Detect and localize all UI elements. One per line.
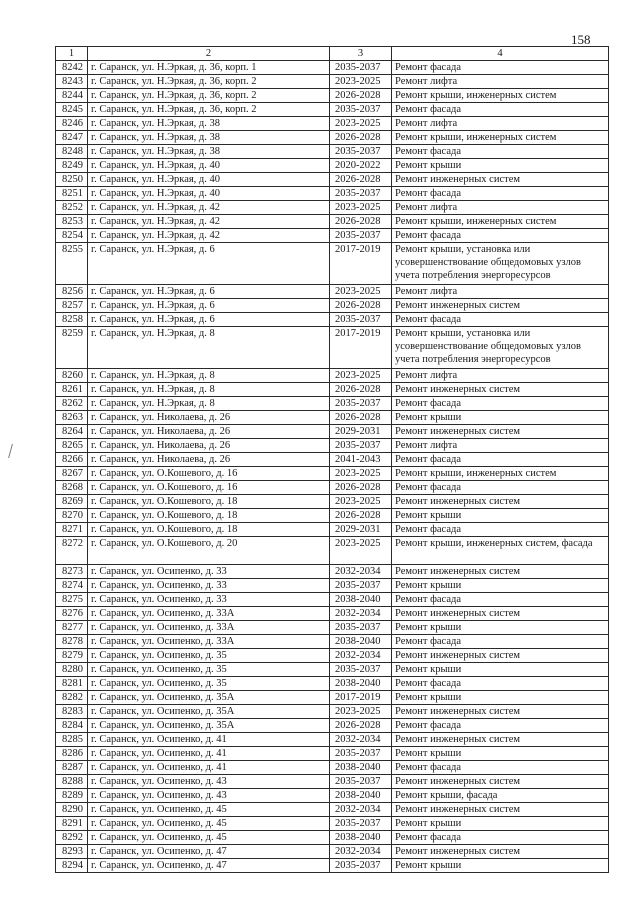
works-cell: Ремонт инженерных систем [392,733,609,747]
period-cell: 2029-2031 [330,523,392,537]
row-number: 8253 [56,215,88,229]
table-row [56,75,609,89]
period-cell: 2023-2025 [330,705,392,719]
table-row [56,467,609,481]
address-cell: г. Саранск, ул. Н.Эркая, д. 38 [88,145,330,159]
table-row [56,397,609,411]
period-cell: 2032-2034 [330,803,392,817]
works-cell: Ремонт крыши, инженерных систем [392,131,609,145]
period-cell: 2023-2025 [330,369,392,383]
address-cell: г. Саранск, ул. Н.Эркая, д. 40 [88,173,330,187]
row-number: 8247 [56,131,88,145]
table-row [56,453,609,467]
works-cell: Ремонт крыши, установка или усовершенствование общедомовых узлов учета потребления энергоресурсов [392,243,609,285]
address-cell: г. Саранск, ул. Н.Эркая, д. 8 [88,397,330,411]
works-cell: Ремонт крыши [392,747,609,761]
row-number: 8276 [56,607,88,621]
address-cell: г. Саранск, ул. О.Кошевого, д. 18 [88,523,330,537]
row-number: 8289 [56,789,88,803]
address-cell: г. Саранск, ул. Осипенко, д. 35А [88,719,330,733]
address-cell: г. Саранск, ул. Николаева, д. 26 [88,439,330,453]
period-cell: 2035-2037 [330,439,392,453]
table-row [56,439,609,453]
period-cell: 2023-2025 [330,117,392,131]
works-cell: Ремонт крыши [392,579,609,593]
address-cell: г. Саранск, ул. Н.Эркая, д. 6 [88,313,330,327]
row-number: 8261 [56,383,88,397]
works-cell: Ремонт крыши, инженерных систем [392,89,609,103]
table-row [56,313,609,327]
works-cell: Ремонт фасада [392,831,609,845]
row-number: 8283 [56,705,88,719]
table-row [56,285,609,299]
address-cell: г. Саранск, ул. Николаева, д. 26 [88,425,330,439]
period-cell: 2023-2025 [330,75,392,89]
period-cell: 2038-2040 [330,593,392,607]
table-row [56,831,609,845]
table-row [56,131,609,145]
period-cell: 2026-2028 [330,299,392,313]
table-row [56,859,609,873]
address-cell: г. Саранск, ул. Осипенко, д. 33 [88,593,330,607]
works-cell: Ремонт лифта [392,369,609,383]
row-number: 8259 [56,327,88,369]
address-cell: г. Саранск, ул. Осипенко, д. 35А [88,691,330,705]
row-number: 8262 [56,397,88,411]
table-row [56,565,609,579]
table-row [56,649,609,663]
table-row [56,677,609,691]
period-cell: 2035-2037 [330,61,392,75]
address-cell: г. Саранск, ул. Осипенко, д. 41 [88,733,330,747]
period-cell: 2035-2037 [330,859,392,873]
table-row [56,117,609,131]
period-cell: 2035-2037 [330,229,392,243]
period-cell: 2038-2040 [330,831,392,845]
row-number: 8246 [56,117,88,131]
works-cell: Ремонт крыши [392,859,609,873]
table-row [56,719,609,733]
table-row [56,509,609,523]
address-cell: г. Саранск, ул. Н.Эркая, д. 36, корп. 2 [88,75,330,89]
works-cell: Ремонт фасада [392,593,609,607]
period-cell: 2035-2037 [330,187,392,201]
row-number: 8263 [56,411,88,425]
page-number: 158 [571,32,591,47]
address-cell: г. Саранск, ул. Осипенко, д. 45 [88,817,330,831]
table-row [56,159,609,173]
row-number: 8271 [56,523,88,537]
row-number: 8272 [56,537,88,565]
row-number: 8285 [56,733,88,747]
address-cell: г. Саранск, ул. Николаева, д. 26 [88,411,330,425]
row-number: 8252 [56,201,88,215]
row-number: 8242 [56,61,88,75]
period-cell: 2017-2019 [330,327,392,369]
address-cell: г. Саранск, ул. Осипенко, д. 43 [88,775,330,789]
row-number: 8291 [56,817,88,831]
row-number: 8258 [56,313,88,327]
address-cell: г. Саранск, ул. Н.Эркая, д. 8 [88,327,330,369]
row-number: 8243 [56,75,88,89]
period-cell: 2017-2019 [330,243,392,285]
works-cell: Ремонт крыши [392,411,609,425]
works-cell: Ремонт крыши [392,663,609,677]
table-row [56,523,609,537]
period-cell: 2029-2031 [330,425,392,439]
period-cell: 2038-2040 [330,677,392,691]
table-row [56,411,609,425]
address-cell: г. Саранск, ул. Николаева, д. 26 [88,453,330,467]
works-cell: Ремонт инженерных систем [392,775,609,789]
table-row [56,369,609,383]
period-cell: 2035-2037 [330,145,392,159]
period-cell: 2041-2043 [330,453,392,467]
table-row [56,61,609,75]
works-cell: Ремонт фасада [392,187,609,201]
works-cell: Ремонт фасада [392,397,609,411]
address-cell: г. Саранск, ул. Н.Эркая, д. 36, корп. 2 [88,103,330,117]
table-row [56,481,609,495]
period-cell: 2038-2040 [330,761,392,775]
row-number: 8275 [56,593,88,607]
header-col-4: 4 [392,47,609,61]
address-cell: г. Саранск, ул. Н.Эркая, д. 8 [88,369,330,383]
table-row [56,537,609,565]
works-cell: Ремонт крыши [392,817,609,831]
table-row [56,705,609,719]
row-number: 8248 [56,145,88,159]
address-cell: г. Саранск, ул. Н.Эркая, д. 42 [88,201,330,215]
works-cell: Ремонт крыши, фасада [392,789,609,803]
period-cell: 2032-2034 [330,733,392,747]
header-col-3: 3 [330,47,392,61]
period-cell: 2026-2028 [330,719,392,733]
table-row [56,327,609,369]
row-number: 8244 [56,89,88,103]
address-cell: г. Саранск, ул. Осипенко, д. 33А [88,621,330,635]
row-number: 8281 [56,677,88,691]
works-cell: Ремонт крыши [392,621,609,635]
row-number: 8279 [56,649,88,663]
works-cell: Ремонт инженерных систем [392,845,609,859]
table-row [56,201,609,215]
period-cell: 2026-2028 [330,509,392,523]
pencil-mark [8,444,19,458]
address-cell: г. Саранск, ул. Н.Эркая, д. 6 [88,243,330,285]
period-cell: 2032-2034 [330,845,392,859]
address-cell: г. Саранск, ул. Осипенко, д. 47 [88,845,330,859]
works-cell: Ремонт инженерных систем [392,705,609,719]
table-row [56,89,609,103]
works-cell: Ремонт фасада [392,523,609,537]
address-cell: г. Саранск, ул. Н.Эркая, д. 6 [88,285,330,299]
row-number: 8284 [56,719,88,733]
row-number: 8270 [56,509,88,523]
table-row [56,103,609,117]
period-cell: 2023-2025 [330,285,392,299]
works-cell: Ремонт крыши, инженерных систем [392,467,609,481]
address-cell: г. Саранск, ул. Н.Эркая, д. 36, корп. 2 [88,89,330,103]
table-row [56,593,609,607]
row-number: 8268 [56,481,88,495]
period-cell: 2023-2025 [330,537,392,565]
row-number: 8264 [56,425,88,439]
works-cell: Ремонт инженерных систем [392,607,609,621]
address-cell: г. Саранск, ул. Н.Эркая, д. 42 [88,229,330,243]
table-row [56,621,609,635]
period-cell: 2026-2028 [330,131,392,145]
works-cell: Ремонт крыши, инженерных систем, фасада [392,537,609,565]
table-row [56,579,609,593]
table-row [56,299,609,313]
address-cell: г. Саранск, ул. Осипенко, д. 41 [88,747,330,761]
works-cell: Ремонт фасада [392,61,609,75]
period-cell: 2035-2037 [330,775,392,789]
period-cell: 2026-2028 [330,411,392,425]
period-cell: 2038-2040 [330,635,392,649]
period-cell: 2035-2037 [330,747,392,761]
row-number: 8287 [56,761,88,775]
works-cell: Ремонт крыши, инженерных систем [392,215,609,229]
period-cell: 2026-2028 [330,215,392,229]
address-cell: г. Саранск, ул. Осипенко, д. 35 [88,649,330,663]
table-row [56,215,609,229]
row-number: 8254 [56,229,88,243]
address-cell: г. Саранск, ул. Осипенко, д. 47 [88,859,330,873]
works-cell: Ремонт фасада [392,453,609,467]
address-cell: г. Саранск, ул. Осипенко, д. 45 [88,831,330,845]
works-cell: Ремонт лифта [392,201,609,215]
table-row [56,495,609,509]
address-cell: г. Саранск, ул. Осипенко, д. 33 [88,565,330,579]
period-cell: 2035-2037 [330,103,392,117]
address-cell: г. Саранск, ул. Н.Эркая, д. 36, корп. 1 [88,61,330,75]
period-cell: 2023-2025 [330,467,392,481]
row-number: 8278 [56,635,88,649]
works-cell: Ремонт фасада [392,481,609,495]
works-cell: Ремонт фасада [392,719,609,733]
address-cell: г. Саранск, ул. О.Кошевого, д. 18 [88,495,330,509]
row-number: 8294 [56,859,88,873]
period-cell: 2032-2034 [330,607,392,621]
address-cell: г. Саранск, ул. О.Кошевого, д. 16 [88,467,330,481]
period-cell: 2035-2037 [330,817,392,831]
address-cell: г. Саранск, ул. Осипенко, д. 45 [88,803,330,817]
address-cell: г. Саранск, ул. Осипенко, д. 33 [88,579,330,593]
address-cell: г. Саранск, ул. О.Кошевого, д. 20 [88,537,330,565]
row-number: 8266 [56,453,88,467]
period-cell: 2038-2040 [330,789,392,803]
row-number: 8265 [56,439,88,453]
row-number: 8250 [56,173,88,187]
works-cell: Ремонт лифта [392,75,609,89]
works-cell: Ремонт фасада [392,103,609,117]
works-cell: Ремонт инженерных систем [392,495,609,509]
table-row [56,243,609,285]
works-cell: Ремонт инженерных систем [392,565,609,579]
table-row [56,229,609,243]
table-row [56,733,609,747]
works-cell: Ремонт инженерных систем [392,383,609,397]
period-cell: 2035-2037 [330,397,392,411]
table-row [56,663,609,677]
works-cell: Ремонт лифта [392,117,609,131]
table-row [56,775,609,789]
period-cell: 2026-2028 [330,481,392,495]
address-cell: г. Саранск, ул. Осипенко, д. 33А [88,607,330,621]
address-cell: г. Саранск, ул. Осипенко, д. 35 [88,663,330,677]
period-cell: 2026-2028 [330,89,392,103]
capital-repair-table [55,46,609,873]
address-cell: г. Саранск, ул. О.Кошевого, д. 18 [88,509,330,523]
works-cell: Ремонт инженерных систем [392,649,609,663]
row-number: 8260 [56,369,88,383]
period-cell: 2026-2028 [330,173,392,187]
works-cell: Ремонт крыши, установка или усовершенствование общедомовых узлов учета потребления энергоресурсов [392,327,609,369]
period-cell: 2023-2025 [330,201,392,215]
works-cell: Ремонт фасада [392,229,609,243]
row-number: 8256 [56,285,88,299]
table-row [56,607,609,621]
row-number: 8292 [56,831,88,845]
works-cell: Ремонт крыши [392,509,609,523]
row-number: 8251 [56,187,88,201]
period-cell: 2032-2034 [330,565,392,579]
table-row [56,789,609,803]
address-cell: г. Саранск, ул. Осипенко, д. 41 [88,761,330,775]
table-row [56,635,609,649]
address-cell: г. Саранск, ул. Н.Эркая, д. 8 [88,383,330,397]
row-number: 8245 [56,103,88,117]
period-cell: 2035-2037 [330,579,392,593]
works-cell: Ремонт инженерных систем [392,803,609,817]
address-cell: г. Саранск, ул. Осипенко, д. 35А [88,705,330,719]
table-row [56,173,609,187]
address-cell: г. Саранск, ул. Осипенко, д. 33А [88,635,330,649]
row-number: 8290 [56,803,88,817]
period-cell: 2017-2019 [330,691,392,705]
address-cell: г. Саранск, ул. Осипенко, д. 43 [88,789,330,803]
period-cell: 2035-2037 [330,621,392,635]
works-cell: Ремонт инженерных систем [392,425,609,439]
works-cell: Ремонт инженерных систем [392,173,609,187]
table-row [56,145,609,159]
period-cell: 2026-2028 [330,383,392,397]
table-row [56,425,609,439]
period-cell: 2023-2025 [330,495,392,509]
row-number: 8286 [56,747,88,761]
row-number: 8255 [56,243,88,285]
period-cell: 2035-2037 [330,313,392,327]
works-cell: Ремонт фасада [392,677,609,691]
address-cell: г. Саранск, ул. О.Кошевого, д. 16 [88,481,330,495]
table-row [56,803,609,817]
table-row [56,747,609,761]
row-number: 8274 [56,579,88,593]
row-number: 8273 [56,565,88,579]
row-number: 8269 [56,495,88,509]
period-cell: 2035-2037 [330,663,392,677]
works-cell: Ремонт лифта [392,285,609,299]
row-number: 8277 [56,621,88,635]
works-cell: Ремонт фасада [392,145,609,159]
table-row [56,691,609,705]
table-row [56,383,609,397]
address-cell: г. Саранск, ул. Н.Эркая, д. 6 [88,299,330,313]
header-col-2: 2 [88,47,330,61]
period-cell: 2032-2034 [330,649,392,663]
row-number: 8257 [56,299,88,313]
row-number: 8249 [56,159,88,173]
table-row [56,845,609,859]
table-row [56,187,609,201]
row-number: 8282 [56,691,88,705]
works-cell: Ремонт крыши [392,691,609,705]
table-header-row [56,47,609,61]
works-cell: Ремонт фасада [392,761,609,775]
address-cell: г. Саранск, ул. Н.Эркая, д. 40 [88,159,330,173]
period-cell: 2020-2022 [330,159,392,173]
address-cell: г. Саранск, ул. Осипенко, д. 35 [88,677,330,691]
header-col-1: 1 [56,47,88,61]
works-cell: Ремонт инженерных систем [392,299,609,313]
works-cell: Ремонт фасада [392,313,609,327]
address-cell: г. Саранск, ул. Н.Эркая, д. 42 [88,215,330,229]
row-number: 8267 [56,467,88,481]
row-number: 8293 [56,845,88,859]
address-cell: г. Саранск, ул. Н.Эркая, д. 40 [88,187,330,201]
table-row [56,817,609,831]
row-number: 8288 [56,775,88,789]
works-cell: Ремонт лифта [392,439,609,453]
works-cell: Ремонт крыши [392,159,609,173]
address-cell: г. Саранск, ул. Н.Эркая, д. 38 [88,117,330,131]
works-cell: Ремонт фасада [392,635,609,649]
row-number: 8280 [56,663,88,677]
address-cell: г. Саранск, ул. Н.Эркая, д. 38 [88,131,330,145]
table-row [56,761,609,775]
